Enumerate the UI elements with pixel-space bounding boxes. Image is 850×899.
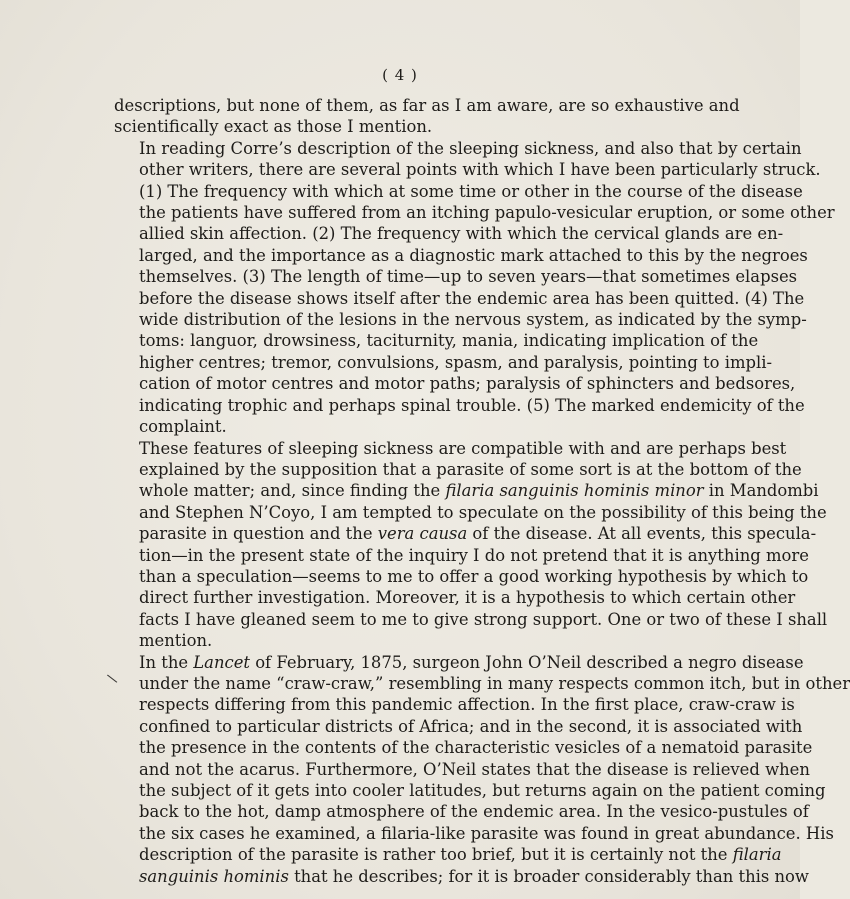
text-line: and not the acarus. Furthermore, O’Neil states that the disease is relieved when [139,759,810,779]
margin-pencil-mark: \ [105,671,119,687]
text-line: themselves. (3) The length of time—up to seven years—that sometimes elapses [139,267,798,287]
paragraph [114,652,850,887]
text-line: complaint. [139,417,227,437]
text-line: the subject of it gets into cooler latitudes, but returns again on the patient coming [139,781,826,800]
text-line: before the disease shows itself after the endemic area has been quitted. (4) The [139,288,805,308]
text-line: the six cases he examined, a filaria-like parasite was found in great abundance. His [139,823,834,843]
text-line: and Stephen N’Coyo, I am tempted to speculate on the possibility of this being the [139,502,827,522]
text-line: back to the hot, damp atmosphere of the endemic area. In the vesico-pustules of [139,802,809,822]
paragraph [114,438,828,652]
italic-term: vera causa [377,524,468,544]
text-line: In reading Corre’s description of the sleeping sickness, and also that by certain [139,138,802,158]
text-line: than a speculation—seems to me to offer a good working hypothesis by which to [139,566,809,586]
text-line: under the name “craw-craw,” resembling in many respects common itch, but in other [139,673,850,693]
paragraph [114,138,835,438]
text-line: descriptions, but none of them, as far as I am aware, are so exhaustive and [114,96,740,115]
page-number: ( 4 ) [382,66,418,84]
text-line: direct further investigation. Moreover, it is a hypothesis to which certain other [139,588,796,608]
text-line: description of the parasite is rather too brief, but it is certainly not the filaria [139,845,782,865]
text-line: parasite in question and the vera causa of the disease. At all events, this specula- [139,524,817,544]
text-line: toms: languor, drowsiness, taciturnity, mania, indicating implication of the [139,331,759,351]
text-line: facts I have gleaned seem to me to give strong support. One or two of these I shall [139,609,828,629]
text-line: In the Lancet of February, 1875, surgeon John O’Neil described a negro disease [139,652,804,672]
text-line: indicating trophic and perhaps spinal trouble. (5) The marked endemicity of the [139,395,805,415]
text-line: sanguinis hominis that he describes; for it is broader considerably than this now [139,866,809,886]
text-line: larged, and the importance as a diagnostic mark attached to this by the negroes [139,245,808,265]
paragraph [114,95,740,138]
body-text [114,95,850,887]
text-line: tion—in the present state of the inquiry I do not pretend that it is anything more [139,545,809,565]
text-line: the patients have suffered from an itching papulo-vesicular eruption, or some other [139,203,835,223]
italic-term: Lancet [193,652,250,672]
text-line: wide distribution of the lesions in the nervous system, as indicated by the symp- [139,310,807,330]
text-line: respects differing from this pandemic affection. In the first place, craw-craw is [139,695,795,715]
italic-term: sanguinis hominis [139,866,289,886]
italic-term: filaria [732,845,782,865]
text-line: confined to particular districts of Africa; and in the second, it is associated with [139,716,803,736]
text-line: the presence in the contents of the characteristic vesicles of a nematoid parasite [139,738,813,758]
text-line: scientifically exact as those I mention. [114,117,433,137]
text-line: These features of sleeping sickness are compatible with and are perhaps best [139,438,787,458]
text-line: higher centres; tremor, convulsions, spasm, and paralysis, pointing to impli- [139,352,772,372]
text-line: cation of motor centres and motor paths; paralysis of sphincters and bedsores, [139,374,796,394]
text-line: mention. [139,631,213,651]
italic-term: filaria sanguinis hominis minor [445,481,704,501]
text-line: (1) The frequency with which at some time or other in the course of the disease [139,181,803,201]
text-line: explained by the supposition that a parasite of some sort is at the bottom of the [139,459,802,479]
text-line: whole matter; and, since finding the filaria sanguinis hominis minor in Mandombi [139,481,819,501]
text-line: other writers, there are several points with which I have been particularly struck. [139,160,821,180]
text-line: allied skin affection. (2) The frequency with which the cervical glands are en- [139,224,784,244]
